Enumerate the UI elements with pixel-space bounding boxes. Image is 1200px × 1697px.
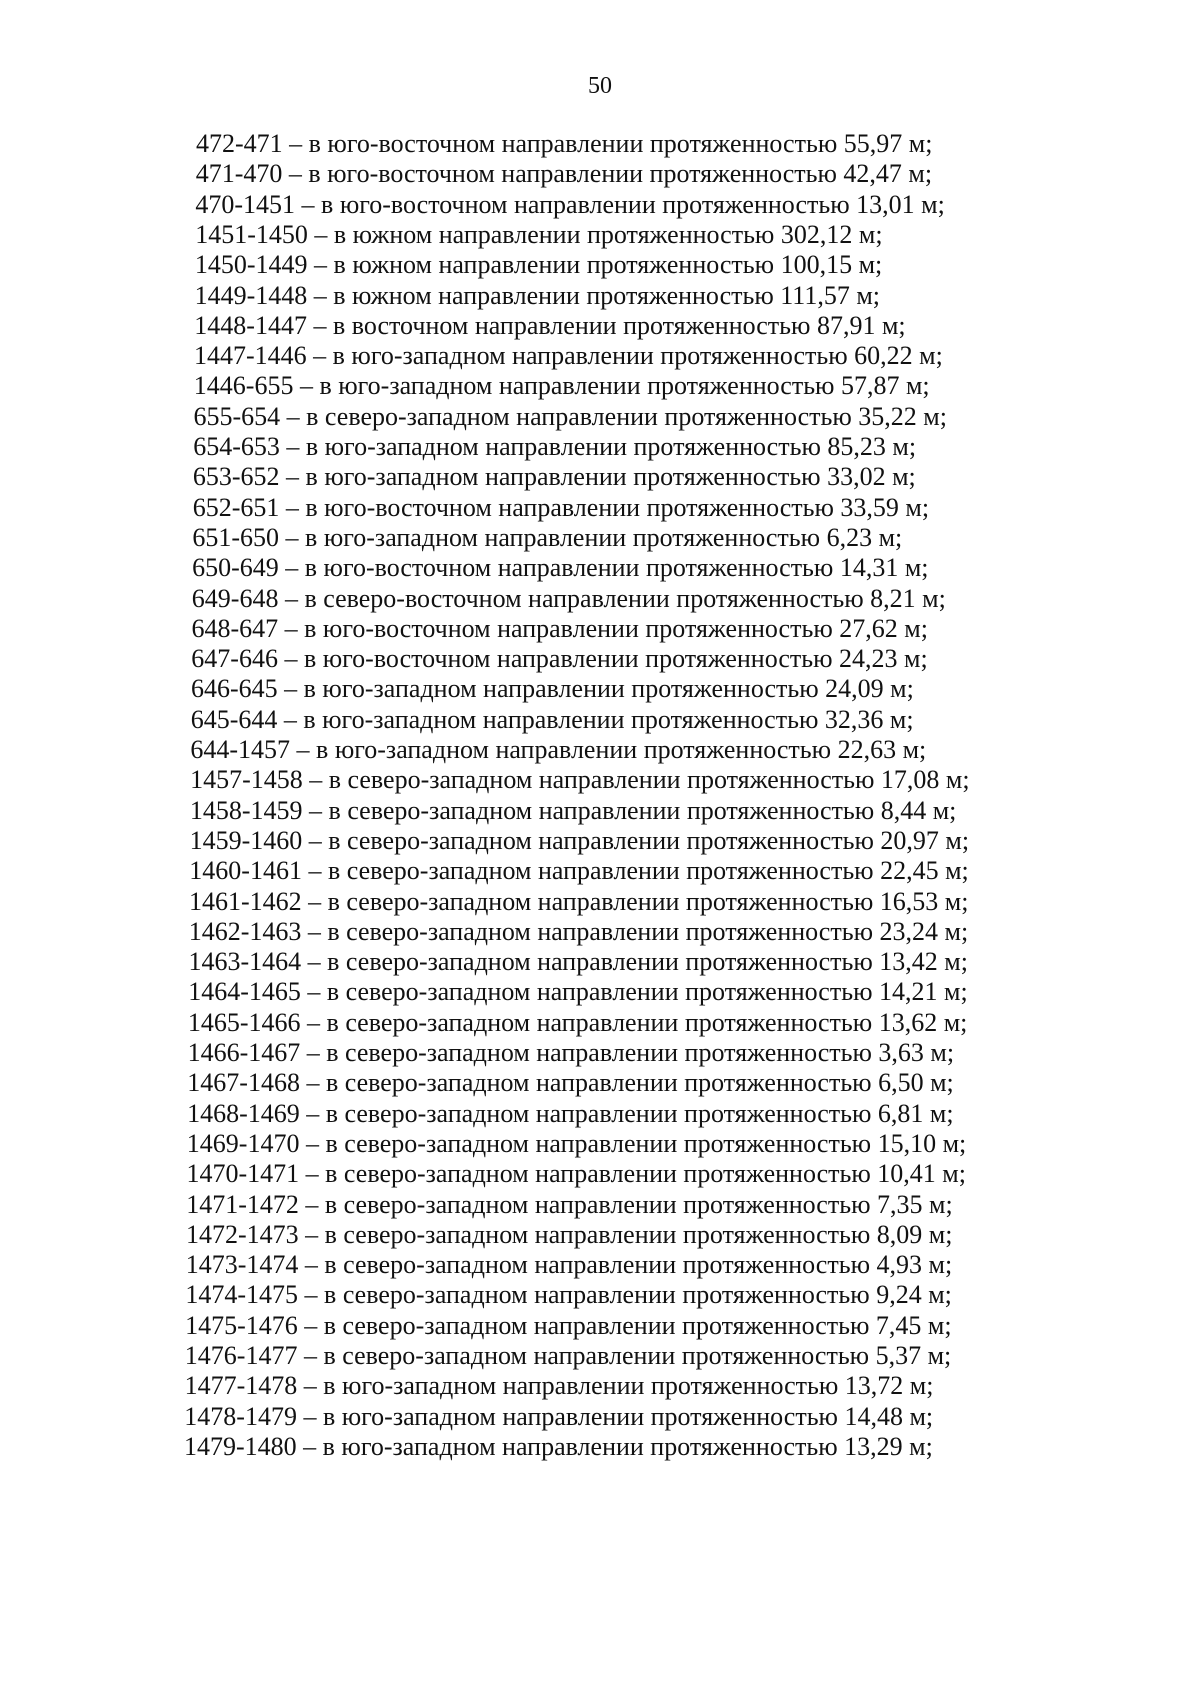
boundary-segment-line: 1457-1458 – в северо-западном направлении протяженностью 17,08 м; bbox=[190, 765, 970, 795]
boundary-segment-line: 1465-1466 – в северо-западном направлении протяженностью 13,62 м; bbox=[187, 1007, 968, 1037]
boundary-segment-line: 644-1457 – в юго-западном направлении протяженностью 22,63 м; bbox=[190, 735, 927, 764]
boundary-segment-line: 470-1451 – в юго-восточном направлении протяженностью 13,01 м; bbox=[195, 189, 945, 219]
boundary-segment-line: 1476-1477 – в северо-западном направлении протяженностью 5,37 м; bbox=[184, 1341, 952, 1370]
boundary-segment-line: 646-645 – в юго-западном направлении протяженностью 24,09 м; bbox=[191, 674, 914, 704]
boundary-segment-line: 1458-1459 – в северо-западном направлении протяженностью 8,44 м; bbox=[189, 795, 957, 825]
boundary-segment-line: 471-470 – в юго-восточном направлении протяженностью 42,47 м; bbox=[195, 159, 933, 189]
boundary-segment-line: 1460-1461 – в северо-западном направлении протяженностью 22,45 м; bbox=[189, 856, 969, 886]
boundary-segment-line: 1470-1471 – в северо-западном направлении протяженностью 10,41 м; bbox=[186, 1159, 966, 1189]
boundary-segment-line: 654-653 – в юго-западном направлении протяженностью 85,23 м; bbox=[193, 432, 917, 461]
boundary-segment-line: 1474-1475 – в северо-западном направлении протяженностью 9,24 м; bbox=[185, 1280, 952, 1310]
boundary-segment-line: 1463-1464 – в северо-западном направлении протяженностью 13,42 м; bbox=[188, 947, 968, 977]
boundary-segment-line: 645-644 – в юго-западном направлении протяженностью 32,36 м; bbox=[190, 704, 914, 734]
boundary-segment-line: 1462-1463 – в северо-западном направлении протяженностью 23,24 м; bbox=[188, 916, 969, 946]
boundary-segment-line: 648-647 – в юго-восточном направлении протяженностью 27,62 м; bbox=[191, 613, 928, 643]
boundary-segment-line: 1472-1473 – в северо-западном направлении протяженностью 8,09 м; bbox=[186, 1219, 953, 1249]
boundary-segment-line: 1449-1448 – в южном направлении протяженностью 111,57 м; bbox=[194, 280, 881, 310]
boundary-segment-line: 653-652 – в юго-западном направлении протяженностью 33,02 м; bbox=[192, 462, 916, 492]
boundary-segment-line: 1447-1446 – в юго-западном направлении протяженностью 60,22 м; bbox=[194, 341, 943, 371]
boundary-segment-line: 1451-1450 – в южном направлении протяженностью 302,12 м; bbox=[195, 219, 883, 249]
boundary-segment-line: 1459-1460 – в северо-западном направлении протяженностью 20,97 м; bbox=[189, 825, 970, 855]
boundary-segment-line: 655-654 – в северо-западном направлении протяженностью 35,22 м; bbox=[193, 401, 947, 431]
boundary-segment-line: 1475-1476 – в северо-западном направлении протяженностью 7,45 м; bbox=[185, 1310, 952, 1340]
boundary-segment-line: 1446-655 – в юго-западном направлении протяженностью 57,87 м; bbox=[193, 371, 930, 401]
boundary-segment-line: 1471-1472 – в северо-западном направлении протяженностью 7,35 м; bbox=[186, 1189, 953, 1219]
boundary-segment-line: 1461-1462 – в северо-западном направлении протяженностью 16,53 м; bbox=[189, 886, 969, 916]
boundary-segment-line: 1450-1449 – в южном направлении протяженностью 100,15 м; bbox=[194, 250, 883, 280]
boundary-segment-line: 1479-1480 – в юго-западном направлении протяженностью 13,29 м; bbox=[184, 1431, 933, 1461]
boundary-segment-line: 1466-1467 – в северо-западном направлении протяженностью 3,63 м; bbox=[187, 1038, 955, 1067]
boundary-segment-line: 1448-1447 – в восточном направлении протяженностью 87,91 м; bbox=[194, 310, 906, 340]
page-number: 50 bbox=[588, 73, 612, 99]
boundary-segment-line: 1467-1468 – в северо-западном направлении протяженностью 6,50 м; bbox=[187, 1068, 954, 1098]
boundary-segment-line: 472-471 – в юго-восточном направлении протяженностью 55,97 м; bbox=[196, 129, 933, 158]
boundary-segment-line: 652-651 – в юго-восточном направлении протяженностью 33,59 м; bbox=[192, 492, 930, 522]
boundary-segment-line: 649-648 – в северо-восточном направлении протяженностью 8,21 м; bbox=[191, 583, 946, 613]
boundary-segment-line: 1464-1465 – в северо-западном направлении протяженностью 14,21 м; bbox=[188, 977, 968, 1007]
boundary-segment-line: 1469-1470 – в северо-западном направлении протяженностью 15,10 м; bbox=[186, 1128, 967, 1158]
boundary-segment-line: 1473-1474 – в северо-западном направлении протяженностью 4,93 м; bbox=[185, 1250, 953, 1280]
boundary-segment-line: 1477-1478 – в юго-западном направлении протяженностью 13,72 м; bbox=[184, 1371, 934, 1401]
boundary-segment-line: 1478-1479 – в юго-западном направлении протяженностью 14,48 м; bbox=[184, 1401, 934, 1431]
boundary-segment-line: 650-649 – в юго-восточном направлении протяженностью 14,31 м; bbox=[192, 553, 929, 583]
boundary-segment-line: 651-650 – в юго-западном направлении протяженностью 6,23 м; bbox=[192, 522, 903, 552]
boundary-segment-line: 647-646 – в юго-восточном направлении протяженностью 24,23 м; bbox=[191, 644, 928, 674]
boundary-segment-line: 1468-1469 – в северо-западном направлении протяженностью 6,81 м; bbox=[187, 1098, 954, 1128]
